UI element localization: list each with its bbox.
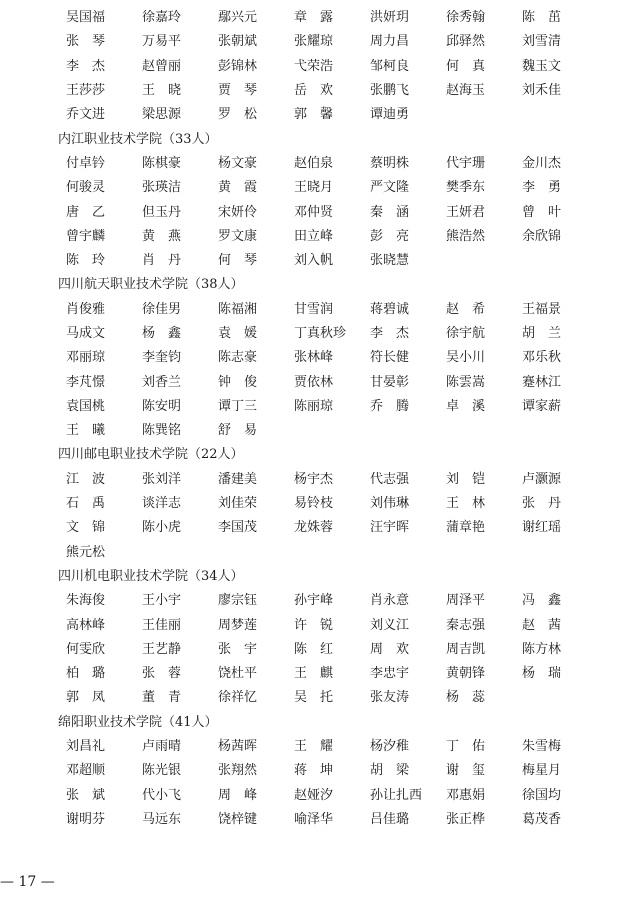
person-name: 陈雲嵩 <box>446 374 486 390</box>
person-name: 文 锦 <box>66 520 106 536</box>
person-name: 吴小川 <box>446 350 486 366</box>
person-name: 陈方林 <box>522 641 562 657</box>
name-row <box>58 152 618 176</box>
person-name: 谢红瑶 <box>522 520 562 536</box>
person-name: 王莎莎 <box>66 83 106 99</box>
name-row <box>58 735 618 759</box>
person-name: 易铃枝 <box>294 496 334 512</box>
person-name: 蒋碧诚 <box>370 301 410 317</box>
person-name: 陈小虎 <box>142 520 182 536</box>
person-name: 何骏灵 <box>66 180 106 196</box>
person-name: 喻泽华 <box>294 811 334 827</box>
person-name: 潘建美 <box>218 471 258 487</box>
person-name: 代志强 <box>370 471 410 487</box>
institution-heading: 内江职业技术学院（33人） <box>58 131 218 147</box>
person-name: 孙让扎西 <box>370 787 423 803</box>
person-name: 吴 托 <box>294 690 334 706</box>
name-row <box>58 55 618 79</box>
person-name: 张刘洋 <box>142 471 182 487</box>
name-row <box>58 468 618 492</box>
person-name: 刘雪清 <box>522 34 562 50</box>
person-name: 饶杜平 <box>218 666 258 682</box>
page-number: — 17 — <box>0 874 55 890</box>
name-row <box>58 613 618 637</box>
institution-heading: 四川邮电职业技术学院（22人） <box>58 447 244 463</box>
person-name: 邓仲贤 <box>294 204 334 220</box>
person-name: 谭迪勇 <box>370 107 410 123</box>
person-name: 魏玉文 <box>522 58 562 74</box>
person-name: 刘 铠 <box>446 471 486 487</box>
person-name: 吴国福 <box>66 10 106 26</box>
person-name: 卢雨晴 <box>142 739 182 755</box>
institution-heading: 四川机电职业技术学院（34人） <box>58 568 244 584</box>
person-name: 龙姝蓉 <box>294 520 334 536</box>
person-name: 罗 松 <box>218 107 258 123</box>
name-row <box>58 419 618 443</box>
person-name: 王 曦 <box>66 423 106 439</box>
person-name: 徐嘉玲 <box>142 10 182 26</box>
person-name: 鄢兴元 <box>218 10 258 26</box>
person-name: 弋荣浩 <box>294 58 334 74</box>
person-name: 乔文进 <box>66 107 106 123</box>
person-name: 张 蓉 <box>142 666 182 682</box>
person-name: 岳 欢 <box>294 83 334 99</box>
person-name: 张正桦 <box>446 811 486 827</box>
person-name: 张朝斌 <box>218 34 258 50</box>
person-name: 卢灏源 <box>522 471 562 487</box>
name-row <box>58 662 618 686</box>
person-name: 邓惠娟 <box>446 787 486 803</box>
person-name: 王晓月 <box>294 180 334 196</box>
name-row <box>58 370 618 394</box>
name-row <box>58 225 618 249</box>
person-name: 谢 玺 <box>446 763 486 779</box>
person-name: 代宇珊 <box>446 155 486 171</box>
person-name: 黄 燕 <box>142 228 182 244</box>
person-name: 洪妍玥 <box>370 10 410 26</box>
person-name: 朱海俊 <box>66 593 106 609</box>
person-name: 曾 叶 <box>522 204 562 220</box>
person-name: 钟 俊 <box>218 374 258 390</box>
person-name: 樊季东 <box>446 180 486 196</box>
person-name: 符长健 <box>370 350 410 366</box>
person-name: 李 勇 <box>522 180 562 196</box>
person-name: 郭 凤 <box>66 690 106 706</box>
person-name: 赵海玉 <box>446 83 486 99</box>
person-name: 金川杰 <box>522 155 562 171</box>
person-name: 甘晏彰 <box>370 374 410 390</box>
institution-heading: 绵阳职业技术学院（41人） <box>58 714 218 730</box>
person-name: 章 露 <box>294 10 334 26</box>
name-row <box>58 249 618 273</box>
person-name: 贾依林 <box>294 374 334 390</box>
person-name: 赵伯泉 <box>294 155 334 171</box>
person-name: 汪宇晖 <box>370 520 410 536</box>
person-name: 杨宇杰 <box>294 471 334 487</box>
person-name: 张耀琼 <box>294 34 334 50</box>
person-name: 蒋 坤 <box>294 763 334 779</box>
person-name: 胡 兰 <box>522 326 562 341</box>
person-name: 甘雪润 <box>294 301 334 317</box>
name-row <box>58 492 618 516</box>
name-row <box>58 686 618 710</box>
person-name: 陈巽铭 <box>142 423 182 439</box>
person-name: 刘伟琳 <box>370 496 410 512</box>
person-name: 严文隆 <box>370 180 410 196</box>
person-name: 刘入帆 <box>294 253 334 269</box>
person-name: 张 琴 <box>66 34 106 50</box>
person-name: 彭 亮 <box>370 228 410 244</box>
person-name: 余欣锦 <box>522 228 562 244</box>
person-name: 赵 希 <box>446 301 486 317</box>
person-name: 马远东 <box>142 811 182 827</box>
person-name: 郭 馨 <box>294 107 334 123</box>
person-name: 袁 媛 <box>218 326 258 341</box>
person-name: 刘香兰 <box>142 374 182 390</box>
person-name: 卓 溪 <box>446 398 486 414</box>
person-name: 周吉凯 <box>446 641 486 657</box>
person-name: 胡 梁 <box>370 763 410 779</box>
person-name: 陈 茁 <box>522 10 562 26</box>
person-name: 陈志豪 <box>218 350 258 366</box>
person-name: 梅星月 <box>522 763 562 779</box>
person-name: 杨茜晖 <box>218 739 258 755</box>
person-name: 张晓慧 <box>370 253 410 269</box>
person-name: 吕佳璐 <box>370 811 410 827</box>
person-name: 袁国桃 <box>66 398 106 414</box>
person-name: 丁 佑 <box>446 739 486 755</box>
name-row <box>58 589 618 613</box>
person-name: 刘佳荣 <box>218 496 258 512</box>
person-name: 柏 璐 <box>66 666 106 682</box>
person-name: 梁思源 <box>142 107 182 123</box>
name-row <box>58 638 618 662</box>
person-name: 刘禾佳 <box>522 83 562 99</box>
person-name: 张翔然 <box>218 763 258 779</box>
person-name: 张 丹 <box>522 496 562 512</box>
person-name: 张友涛 <box>370 690 410 706</box>
person-name: 付卓钤 <box>66 155 106 171</box>
person-name: 刘义江 <box>370 617 410 633</box>
name-row <box>58 200 618 224</box>
person-name: 蔡明株 <box>370 155 410 171</box>
person-name: 王佳丽 <box>142 617 182 633</box>
person-name: 谢明芬 <box>66 811 106 827</box>
name-row <box>58 176 618 200</box>
person-name: 罗文康 <box>218 228 258 244</box>
person-name: 李 杰 <box>66 58 106 74</box>
person-name: 杨 鑫 <box>142 326 182 341</box>
person-name: 邹柯良 <box>370 58 410 74</box>
person-name: 秦志强 <box>446 617 486 633</box>
person-name: 何 真 <box>446 58 486 74</box>
person-name: 乔 腾 <box>370 398 410 414</box>
person-name: 李国茂 <box>218 520 258 536</box>
person-name: 陈福湘 <box>218 301 258 317</box>
person-name: 邓超顺 <box>66 763 106 779</box>
person-name: 马成文 <box>66 326 106 341</box>
person-name: 赵娅汐 <box>294 787 334 803</box>
person-name: 谈洋志 <box>142 496 182 512</box>
name-row <box>58 759 618 783</box>
person-name: 王艺静 <box>142 641 182 657</box>
person-name: 冯 鑫 <box>522 593 562 609</box>
person-name: 徐国均 <box>522 787 562 803</box>
person-name: 张瑛洁 <box>142 180 182 196</box>
name-row <box>58 784 618 808</box>
person-name: 徐秀翰 <box>446 10 486 26</box>
person-name: 谭家薪 <box>522 398 562 414</box>
person-name: 王妍君 <box>446 204 486 220</box>
person-name: 邓丽琼 <box>66 350 106 366</box>
person-name: 周梦莲 <box>218 617 258 633</box>
person-name: 张林峰 <box>294 350 334 366</box>
person-name: 田立峰 <box>294 228 334 244</box>
person-name: 熊浩然 <box>446 228 486 244</box>
person-name: 肖 丹 <box>142 253 182 269</box>
person-name: 何雯欣 <box>66 641 106 657</box>
person-name: 刘昌礼 <box>66 739 106 755</box>
person-name: 王 耀 <box>294 739 334 755</box>
person-name: 肖永意 <box>370 593 410 609</box>
person-name: 朱雪梅 <box>522 739 562 755</box>
person-name: 徐宇航 <box>446 326 486 341</box>
person-name: 王 林 <box>446 496 486 512</box>
person-name: 王 晓 <box>142 83 182 99</box>
name-row <box>58 30 618 54</box>
name-list <box>58 6 618 832</box>
person-name: 但玉丹 <box>142 204 182 220</box>
person-name: 赵 茜 <box>522 617 562 633</box>
person-name: 廖宗钰 <box>218 593 258 609</box>
person-name: 王小宇 <box>142 593 182 609</box>
person-name: 徐祥忆 <box>218 690 258 706</box>
person-name: 宋妍伶 <box>218 204 258 220</box>
name-row <box>58 79 618 103</box>
person-name: 王福景 <box>522 301 562 317</box>
name-row <box>58 541 618 565</box>
name-row <box>58 298 618 322</box>
person-name: 陈光银 <box>142 763 182 779</box>
person-name: 黄 霞 <box>218 180 258 196</box>
person-name: 蒲章艳 <box>446 520 486 536</box>
person-name: 李芃憬 <box>66 374 106 390</box>
person-name: 秦 涵 <box>370 204 410 220</box>
name-row <box>58 808 618 832</box>
person-name: 张 宇 <box>218 641 258 657</box>
person-name: 周泽平 <box>446 593 486 609</box>
name-row <box>58 6 618 30</box>
person-name: 陈棋豪 <box>142 155 182 171</box>
person-name: 周 欢 <box>370 641 410 657</box>
person-name: 许 锐 <box>294 617 334 633</box>
person-name: 邓乐秋 <box>522 350 562 366</box>
person-name: 杨 瑞 <box>522 666 562 682</box>
name-row <box>58 103 618 127</box>
person-name: 蹇林江 <box>522 374 562 390</box>
person-name: 彭锦林 <box>218 58 258 74</box>
person-name: 陈丽琼 <box>294 398 334 414</box>
person-name: 邱驿然 <box>446 34 486 50</box>
person-name: 唐 乙 <box>66 204 106 220</box>
person-name: 杨 蕊 <box>446 690 486 706</box>
person-name: 王 麒 <box>294 666 334 682</box>
name-row <box>58 322 618 346</box>
person-name: 周 峰 <box>218 787 258 803</box>
person-name: 石 禹 <box>66 496 106 512</box>
person-name: 孙宇峰 <box>294 593 334 609</box>
person-name: 万易平 <box>142 34 182 50</box>
person-name: 代小飞 <box>142 787 182 803</box>
person-name: 贾 琴 <box>218 83 258 99</box>
person-name: 周力昌 <box>370 34 410 50</box>
person-name: 高林峰 <box>66 617 106 633</box>
person-name: 陈安明 <box>142 398 182 414</box>
name-row <box>58 346 618 370</box>
person-name: 舒 易 <box>218 423 258 439</box>
person-name: 李奎钧 <box>142 350 182 366</box>
person-name: 董 青 <box>142 690 182 706</box>
person-name: 何 琴 <box>218 253 258 269</box>
person-name: 肖俊雅 <box>66 301 106 317</box>
name-row <box>58 395 618 419</box>
person-name: 熊元松 <box>66 544 106 560</box>
person-name: 曾宇麟 <box>66 228 106 244</box>
person-name: 张鹏飞 <box>370 83 410 99</box>
person-name: 陈 红 <box>294 641 334 657</box>
person-name: 葛茂香 <box>522 811 562 827</box>
person-name: 李忠宇 <box>370 666 410 682</box>
person-name: 赵曾丽 <box>142 58 182 74</box>
person-name: 饶梓键 <box>218 811 258 827</box>
person-name: 杨汐稚 <box>370 739 410 755</box>
person-name: 丁真秋珍 <box>294 326 347 341</box>
person-name: 李 杰 <box>370 326 410 341</box>
person-name: 徐佳男 <box>142 301 182 317</box>
name-row <box>58 516 618 540</box>
person-name: 黄朝锋 <box>446 666 486 682</box>
person-name: 陈 玲 <box>66 253 106 269</box>
institution-heading: 四川航天职业技术学院（38人） <box>58 277 244 293</box>
person-name: 张 斌 <box>66 787 106 803</box>
person-name: 杨文豪 <box>218 155 258 171</box>
person-name: 谭丁三 <box>218 398 258 414</box>
person-name: 江 波 <box>66 471 106 487</box>
